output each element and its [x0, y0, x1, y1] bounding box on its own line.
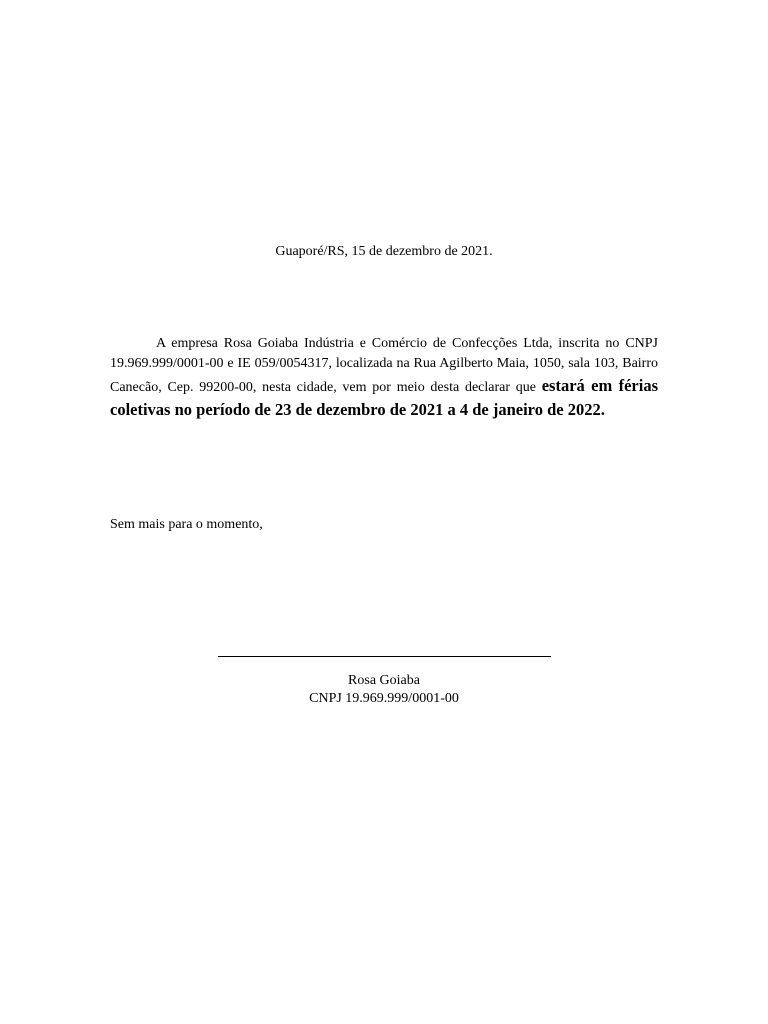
- date-line: Guaporé/RS, 15 de dezembro de 2021.: [275, 244, 493, 259]
- declaration-paragraph: [110, 334, 658, 422]
- signature-line: [218, 656, 551, 657]
- signer-id: CNPJ 19.969.999/0001-00: [309, 691, 459, 706]
- closing-line: Sem mais para o momento,: [110, 517, 263, 532]
- declaration-text: A empresa Rosa Goiaba Indústria e Comércio de Confecções Ltda, inscrita no CNPJ 19.969.999/0001-00 e IE 059/0054317, localizada na Rua Agilberto Maia, 1050, sala 103, Bairro Canecão, Cep. 99200-00, nesta cidade, vem por meio desta declarar que: [110, 336, 658, 395]
- signer-name: Rosa Goiaba: [348, 673, 420, 688]
- declaration-emphasis: estará em férias coletivas no período de 23 de dezembro de 2021 a 4 de janeiro de 2022.: [110, 376, 659, 419]
